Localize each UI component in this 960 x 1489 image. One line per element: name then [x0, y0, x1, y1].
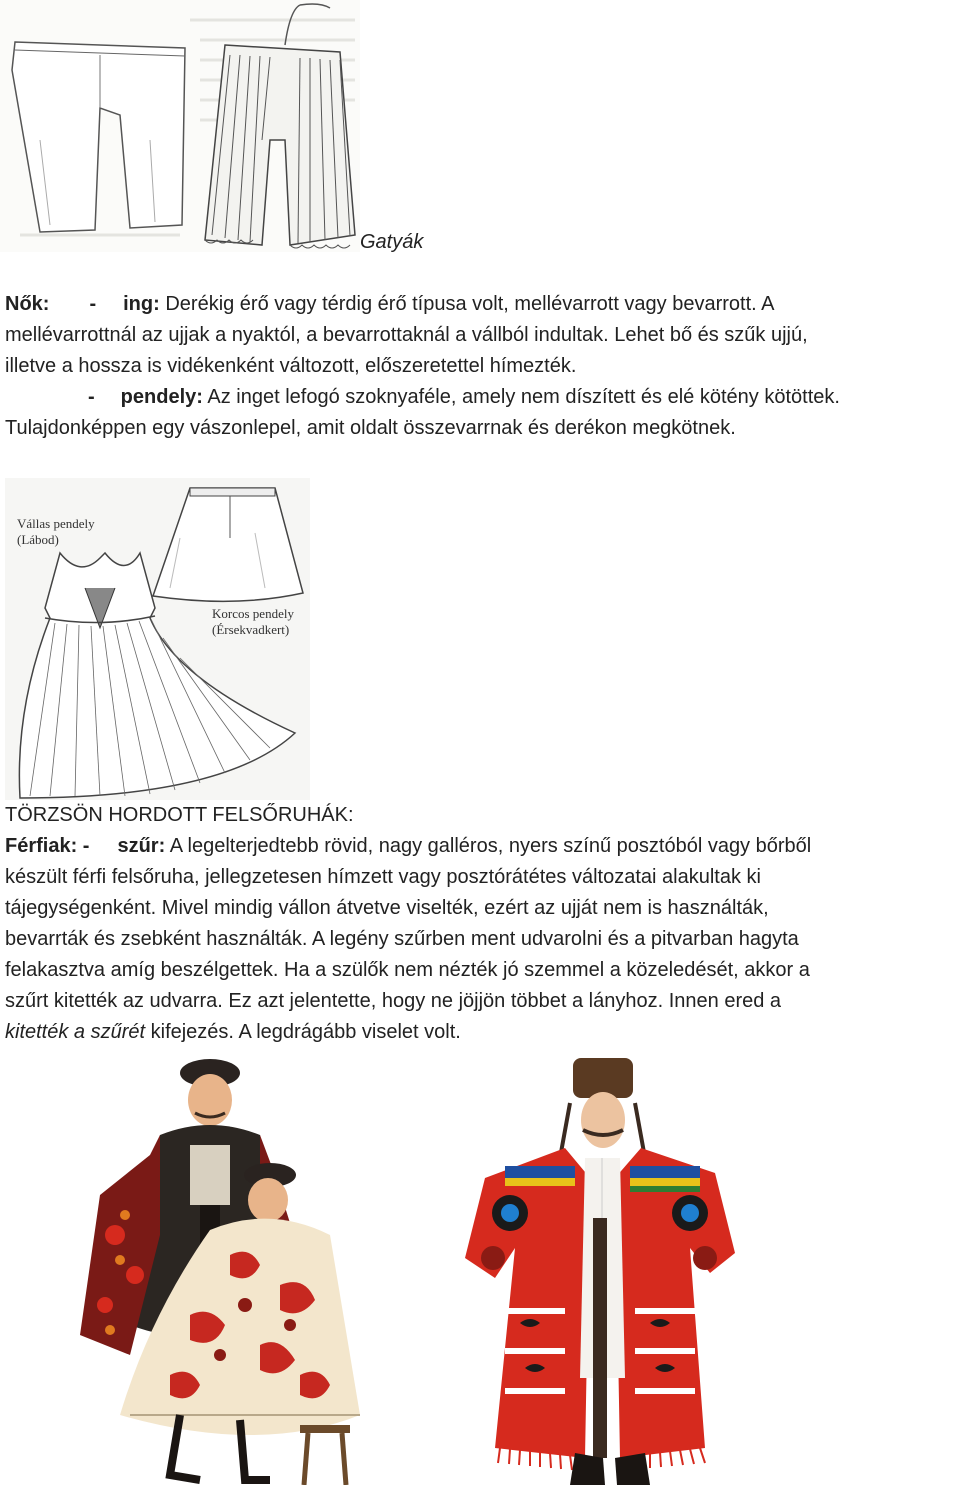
figure-caption-gatyak: Gatyák — [360, 231, 424, 253]
szur-text: A legelterjedtebb rövid, nagy galléros, nyers színű posztóból vagy bőrből — [165, 835, 812, 857]
label-vallas-pendely — [17, 516, 95, 548]
women-pendely-line1 — [88, 382, 840, 413]
label-korcos-line1: Korcos pendely — [212, 606, 294, 621]
pendely-term: pendely: — [120, 386, 203, 408]
men-line2: készült férfi felsőruha, jellegzetesen hímzett vagy posztórátétes változatai alakultak ki — [5, 866, 761, 888]
women-lead: Nők: — [5, 293, 50, 315]
label-korcos-pendely — [212, 606, 294, 638]
two-men-drawing — [60, 1055, 360, 1485]
bullet-dash: - — [88, 386, 95, 408]
women-ing-line2: mellévarrottnál az ujjak a nyaktól, a bevarrottaknál a vállból indultak. Lehet bő és szűk ujjú, — [5, 324, 808, 346]
trousers-drawing — [0, 0, 360, 252]
ing-text: Derékig érő vagy térdig érő típusa volt, mellévarrott vagy bevarrott. A — [159, 293, 775, 315]
ing-term: ing: — [123, 293, 160, 315]
standing-man-red-szur-drawing — [465, 1048, 735, 1485]
label-korcos-line2: (Érsekvadkert) — [212, 622, 290, 637]
men-line1 — [5, 831, 811, 862]
label-vallas-line2: (Lábod) — [17, 532, 59, 547]
bullet-dash: - — [89, 293, 97, 315]
label-vallas-line1: Vállas pendely — [17, 516, 95, 531]
idiom-italic: kitették a szűrét — [5, 1021, 146, 1043]
women-pendely-line2: Tulajdonképpen egy vászonlepel, amit oldalt összevarrnak és derékon megkötnek. — [5, 417, 736, 439]
szur-illustration-right — [465, 1048, 735, 1485]
section-heading: TÖRZSÖN HORDOTT FELSŐRUHÁK: — [5, 804, 354, 826]
men-line3: tájegységenként. Mivel mindig vállon átvetve viselték, ezért az ujját nem is használták, — [5, 897, 769, 919]
gatyak-illustration — [0, 0, 360, 252]
men-line5: felakasztva amíg beszélgettek. Ha a szülők nem nézték jó szemmel a közeledését, akkor a — [5, 959, 810, 981]
women-ing-line1 — [5, 289, 775, 320]
men-line7-rest: kifejezés. A legdrágább viselet volt. — [145, 1021, 461, 1043]
men-line7 — [5, 1017, 461, 1048]
men-line6: szűrt kitették az udvarra. Ez azt jelentette, hogy ne jöjjön többet a lányhoz. Innen ered a — [5, 990, 782, 1012]
men-lead: Férfiak: - — [5, 835, 90, 857]
men-line4: bevarrták és zsebként használták. A legény szűrben ment udvarolni és a pitvarban hagyta — [5, 928, 799, 950]
pendely-text: Az inget lefogó szoknyaféle, amely nem díszített és elé kötény kötöttek. — [202, 386, 840, 408]
szur-term: szűr: — [117, 835, 166, 857]
women-ing-line3: illetve a hossza is vidékenként változott, előszeretettel hímezték. — [5, 355, 577, 377]
szur-illustration-left — [60, 1055, 360, 1485]
pendely-illustration — [5, 478, 310, 800]
